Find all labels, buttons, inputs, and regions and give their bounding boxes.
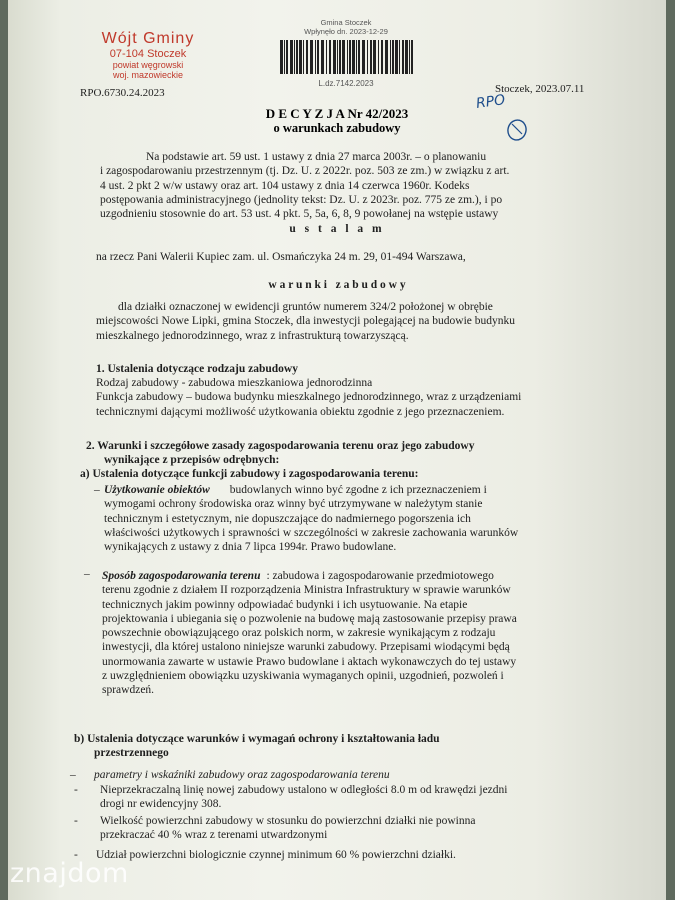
a2-line: unormowania zawarte w ustawie Prawo budowlane i aktach wykonawczych do tej ustawy <box>102 655 517 668</box>
a1-line: właściwości użytkowych i sprawności w szczególności w zakresie zachowania warunków <box>104 526 519 539</box>
section2-heading <box>86 439 606 468</box>
issuer-stamp <box>88 30 208 80</box>
intro-line: Na podstawie art. 59 ust. 1 ustawy z dnia 27 marca 2003r. – o planowaniu <box>146 151 487 163</box>
barcode-bar <box>362 40 365 74</box>
barcode-bar <box>349 40 351 74</box>
section1-body <box>96 376 606 419</box>
barcode-bar <box>381 40 383 74</box>
barcode-bar <box>373 40 376 74</box>
barcode-bar <box>317 40 319 74</box>
a2-line: terenu zgodnie z działem II rozporządzenia Ministra Infrastruktury w sprawie warunków <box>102 584 511 597</box>
barcode-bar <box>315 40 316 74</box>
barcode-bar <box>356 40 357 74</box>
barcode-bar <box>342 40 345 74</box>
barcode-bar <box>286 40 288 74</box>
section2a-heading: a) Ustalenia dotyczące funkcji zabudowy i zagospodarowania terenu: <box>80 468 419 480</box>
b-subheading: parametry i wskaźniki zabudowy oraz zagospodarowania terenu <box>94 769 390 781</box>
a2-lead: Sposób zagospodarowania terenu <box>102 570 261 582</box>
section2b-heading <box>74 732 604 761</box>
barcode-bar <box>367 40 368 74</box>
b-heading-line: przestrzennego <box>94 747 169 760</box>
plot-description <box>96 300 596 343</box>
barcode-bar <box>352 40 355 74</box>
barcode-bar <box>284 40 285 74</box>
barcode-bar <box>280 40 283 74</box>
intro-line: uzgodnieniu stosownie do art. 53 ust. 4 pkt. 5, 5a, 6, 8, 9 powołanej na wstępie ustawy <box>100 208 499 221</box>
bullet-dash: – <box>70 769 76 781</box>
conditions-heading: w a r u n k i z a b u d o w y <box>268 279 406 291</box>
plot-line: dla działki oznaczonej w ewidencji gruntów numerem 324/2 położonej w obrębie <box>118 301 493 313</box>
barcode-bar <box>405 40 408 74</box>
barcode-bar <box>390 40 391 74</box>
plot-line: mieszkalnego jednorodzinnego, wraz z infrastrukturą towarzyszącą. <box>96 329 409 342</box>
section1-heading: 1. Ustalenia dotyczące rodzaju zabudowy <box>96 363 298 375</box>
section2-heading-line: 2. Warunki i szczegółowe zasady zagospodarowania terenu oraz jego zabudowy <box>86 440 475 452</box>
receipt-date: Wpłynęło dn. 2023-12-29 <box>304 27 388 36</box>
barcode-bar <box>385 40 388 74</box>
a1-line: wynikających z ustawy z dnia 7 lipca 1994r. Prawo budowlane. <box>104 541 397 554</box>
a1-line: technicznym i estetycznym, nie dopuszczające do nadmiernego pogorszenia ich <box>104 512 471 525</box>
barcode-bar <box>306 40 308 74</box>
barcode-bar <box>337 40 338 74</box>
stamp-voivodeship: woj. mazowieckie <box>112 70 184 80</box>
a1-line: wymogami ochrony środowiska oraz winny być utrzymywane w należytym stanie <box>104 498 483 511</box>
receipt-stamp <box>276 18 416 88</box>
section2a-item1 <box>104 483 614 554</box>
stamp-postal: 07-104 Stoczek <box>109 48 187 60</box>
barcode-bar <box>378 40 379 74</box>
a2-line: sprawdzeń. <box>102 684 155 697</box>
b-item-line: drogi nr ewidencyjny 308. <box>100 798 222 811</box>
b-item <box>100 783 620 812</box>
receipt-office: Gmina Stoczek <box>320 18 372 27</box>
legal-basis <box>100 150 595 221</box>
intro-line: 4 ust. 2 pkt 2 w/w ustawy oraz art. 104 ustawy z dnia 14 czerwca 1960r. Kodeks <box>100 179 470 192</box>
stamp-district: powiat węgrowski <box>112 60 184 70</box>
bullet-dash: – <box>94 484 100 496</box>
document-page <box>8 0 666 900</box>
bullet-dash: - <box>74 815 78 827</box>
barcode-bar <box>290 40 293 74</box>
decision-subtitle: o warunkach zabudowy <box>273 121 401 135</box>
a2-line: technicznych jakim powinny odpowiadać budynki i ich usytuowanie. Na etapie <box>102 598 468 611</box>
barcode-bar <box>399 40 400 74</box>
b-heading-line: b) Ustalenia dotyczące warunków i wymagań ochrony i kształtowania ładu <box>74 733 440 745</box>
barcode-bar <box>339 40 341 74</box>
barcode-bar <box>411 40 413 74</box>
barcode-bar <box>294 40 295 74</box>
barcode <box>276 38 416 78</box>
barcode-bar <box>347 40 348 74</box>
bullet-dash: – <box>84 568 90 580</box>
b-item <box>96 848 616 862</box>
recipient: na rzecz Pani Walerii Kupiec zam. ul. Osmańczyka 24 m. 29, 01-494 Warszawa, <box>96 251 466 263</box>
barcode-bar <box>402 40 404 74</box>
barcode-bar <box>358 40 360 74</box>
barcode-bar <box>299 40 302 74</box>
ustalam-heading: u s t a l a m <box>289 223 385 235</box>
a1-text: budowlanych winno być zgodne z ich przeznaczeniem i <box>229 484 487 496</box>
receipt-reg-number: L.dz.7142.2023 <box>318 79 374 88</box>
a2-line <box>102 569 617 583</box>
b-item <box>100 814 620 843</box>
section1-line: technicznymi dającymi możliwość użytkowania obiektu zgodnie z jego przeznaczeniem. <box>96 405 505 418</box>
a1-lead: Użytkowanie obiektów <box>104 484 210 496</box>
b-item-line: Nieprzekraczalną linię nowej zabudowy ustalono w odległości 8.0 m od krawędzi jezdni <box>100 784 508 796</box>
intro-line: postępowania administracyjnego (jednolity tekst: Dz. U. z 2023r. poz. 775 ze zm.), i po <box>100 193 503 206</box>
barcode-bar <box>409 40 410 74</box>
section2a-item2 <box>102 569 617 698</box>
barcode-bar <box>333 40 336 74</box>
section2-heading-line: wynikające z przepisów odrębnych: <box>104 454 280 467</box>
a2-line: powszechnie obowiązującego oraz polskich norm, w zakresie wynikającym z rodzaju <box>102 627 496 640</box>
a2-text: : zabudowa i zagospodarowanie przedmiotowego <box>266 570 494 582</box>
barcode-bar <box>310 40 313 74</box>
section1-line: Funkcja zabudowy – budowa budynku mieszkalnego jednorodzinnego, wraz z urządzeniami <box>96 391 522 404</box>
a2-line: projektowania i ubiegania się o pozwolenie na budowę mają zastosowanie przepisy prawa <box>102 612 517 625</box>
plot-line: miejscowości Nowe Lipki, gmina Stoczek, dla inwestycji polegającej na budowie budynku <box>96 315 516 328</box>
intro-line: i zagospodarowaniu przestrzennym (tj. Dz. U. z 2022r. poz. 503 ze zm.) w związku z art. <box>100 165 510 178</box>
decision-title: D E C Y Z J A Nr 42/2023 <box>265 106 409 121</box>
barcode-bar <box>392 40 394 74</box>
barcode-bar <box>395 40 398 74</box>
section1-line: Rodzaj zabudowy - zabudowa mieszkaniowa jednorodzinna <box>96 377 373 389</box>
b-item-line: Udział powierzchni biologicznie czynnej minimum 60 % powierzchni działki. <box>96 849 456 861</box>
bullet-dash: - <box>74 784 78 796</box>
barcode-bar <box>296 40 298 74</box>
reference-number: RPO.6730.24.2023 <box>80 87 165 99</box>
a2-line: inwestycji, dla której ustalono niniejsze warunki zabudowy. Przepisami wiodącymi będą <box>102 641 510 654</box>
b-item-line: przekraczać 40 % wraz z terenami utwardzonymi <box>100 829 328 842</box>
barcode-bar <box>370 40 372 74</box>
a2-line: z uwzględnieniem obowiązku uzyskiwania wymaganych opinii, uzgodnień, pozwoleń i <box>102 670 504 683</box>
watermark-logo: znajdom <box>10 858 129 889</box>
handwritten-note: RPO <box>475 92 507 112</box>
barcode-bar <box>329 40 331 74</box>
a1-line <box>104 483 614 497</box>
bullet-dash: - <box>74 849 78 861</box>
stamp-title: Wójt Gminy <box>101 30 195 47</box>
barcode-bar <box>303 40 304 74</box>
place-date: Stoczek, 2023.07.11 <box>495 83 585 95</box>
b-item-line: Wielkość powierzchni zabudowy w stosunku do powierzchni działki nie powinna <box>100 815 476 827</box>
barcode-bar <box>321 40 324 74</box>
barcode-bar <box>326 40 327 74</box>
